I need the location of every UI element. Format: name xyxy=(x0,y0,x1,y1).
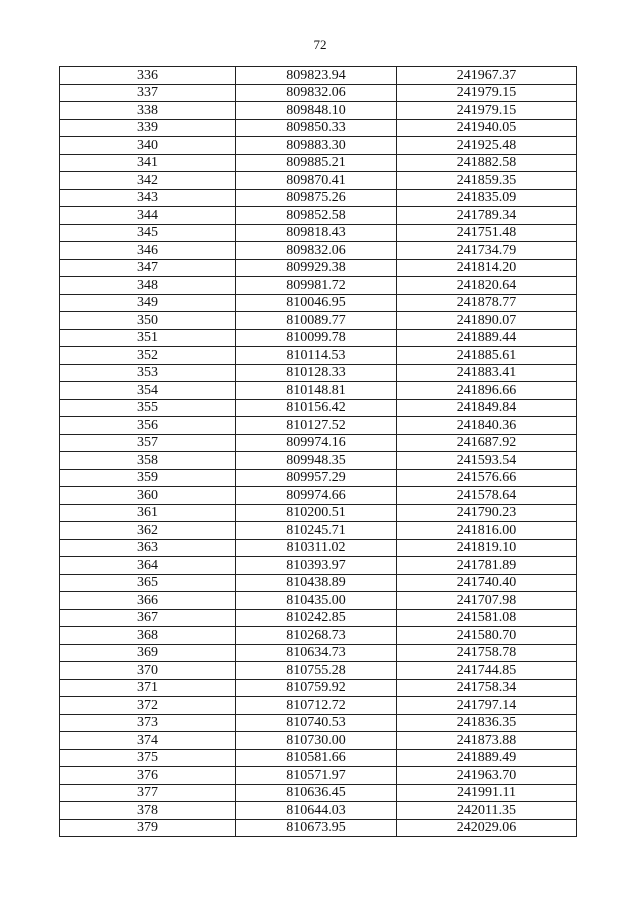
x-coordinate-cell: 810114.53 xyxy=(236,347,397,365)
x-coordinate-cell: 809823.94 xyxy=(236,67,397,85)
x-coordinate-cell: 809974.16 xyxy=(236,434,397,452)
point-number-cell: 345 xyxy=(60,224,236,242)
point-number-cell: 373 xyxy=(60,714,236,732)
point-number-cell: 364 xyxy=(60,557,236,575)
y-coordinate-cell: 241890.07 xyxy=(397,312,577,330)
y-coordinate-cell: 241885.61 xyxy=(397,347,577,365)
x-coordinate-cell: 810127.52 xyxy=(236,417,397,435)
x-coordinate-cell: 809883.30 xyxy=(236,137,397,155)
y-coordinate-cell: 241820.64 xyxy=(397,277,577,295)
table-row xyxy=(60,679,577,697)
point-number-cell: 377 xyxy=(60,784,236,802)
x-coordinate-cell: 810673.95 xyxy=(236,819,397,837)
point-number-cell: 350 xyxy=(60,312,236,330)
y-coordinate-cell: 241781.89 xyxy=(397,557,577,575)
x-coordinate-cell: 809981.72 xyxy=(236,277,397,295)
table-row xyxy=(60,539,577,557)
y-coordinate-cell: 241816.00 xyxy=(397,522,577,540)
y-coordinate-cell: 241814.20 xyxy=(397,259,577,277)
table-row xyxy=(60,137,577,155)
y-coordinate-cell: 241849.84 xyxy=(397,399,577,417)
y-coordinate-cell: 242011.35 xyxy=(397,802,577,820)
x-coordinate-cell: 810148.81 xyxy=(236,382,397,400)
y-coordinate-cell: 241593.54 xyxy=(397,452,577,470)
point-number-cell: 375 xyxy=(60,749,236,767)
x-coordinate-cell: 809875.26 xyxy=(236,189,397,207)
x-coordinate-cell: 810311.02 xyxy=(236,539,397,557)
point-number-cell: 365 xyxy=(60,574,236,592)
table-row xyxy=(60,224,577,242)
table-row xyxy=(60,784,577,802)
table-row xyxy=(60,574,577,592)
table-row xyxy=(60,172,577,190)
point-number-cell: 361 xyxy=(60,504,236,522)
y-coordinate-cell: 241835.09 xyxy=(397,189,577,207)
table-row xyxy=(60,259,577,277)
point-number-cell: 360 xyxy=(60,487,236,505)
y-coordinate-cell: 241819.10 xyxy=(397,539,577,557)
y-coordinate-cell: 241687.92 xyxy=(397,434,577,452)
x-coordinate-cell: 809850.33 xyxy=(236,119,397,137)
x-coordinate-cell: 810581.66 xyxy=(236,749,397,767)
table-row xyxy=(60,662,577,680)
table-row xyxy=(60,119,577,137)
table-row xyxy=(60,749,577,767)
table-row xyxy=(60,294,577,312)
y-coordinate-cell: 241967.37 xyxy=(397,67,577,85)
table-row xyxy=(60,67,577,85)
point-number-cell: 358 xyxy=(60,452,236,470)
y-coordinate-cell: 241758.78 xyxy=(397,644,577,662)
table-row xyxy=(60,522,577,540)
point-number-cell: 379 xyxy=(60,819,236,837)
y-coordinate-cell: 241740.40 xyxy=(397,574,577,592)
x-coordinate-cell: 810636.45 xyxy=(236,784,397,802)
table-row xyxy=(60,644,577,662)
table-row xyxy=(60,767,577,785)
point-number-cell: 351 xyxy=(60,329,236,347)
point-number-cell: 338 xyxy=(60,102,236,120)
table-row xyxy=(60,714,577,732)
x-coordinate-cell: 809818.43 xyxy=(236,224,397,242)
x-coordinate-cell: 809852.58 xyxy=(236,207,397,225)
x-coordinate-cell: 810242.85 xyxy=(236,609,397,627)
y-coordinate-cell: 241576.66 xyxy=(397,469,577,487)
y-coordinate-cell: 241789.34 xyxy=(397,207,577,225)
x-coordinate-cell: 810156.42 xyxy=(236,399,397,417)
table-row xyxy=(60,627,577,645)
point-number-cell: 372 xyxy=(60,697,236,715)
table-row xyxy=(60,329,577,347)
table-row xyxy=(60,364,577,382)
y-coordinate-cell: 241979.15 xyxy=(397,84,577,102)
x-coordinate-cell: 810393.97 xyxy=(236,557,397,575)
point-number-cell: 336 xyxy=(60,67,236,85)
y-coordinate-cell: 241889.49 xyxy=(397,749,577,767)
point-number-cell: 347 xyxy=(60,259,236,277)
y-coordinate-cell: 241859.35 xyxy=(397,172,577,190)
point-number-cell: 363 xyxy=(60,539,236,557)
y-coordinate-cell: 241882.58 xyxy=(397,154,577,172)
point-number-cell: 352 xyxy=(60,347,236,365)
x-coordinate-cell: 810730.00 xyxy=(236,732,397,750)
table-row xyxy=(60,557,577,575)
point-number-cell: 368 xyxy=(60,627,236,645)
table-row xyxy=(60,312,577,330)
y-coordinate-cell: 241991.11 xyxy=(397,784,577,802)
x-coordinate-cell: 810268.73 xyxy=(236,627,397,645)
point-number-cell: 367 xyxy=(60,609,236,627)
page-number: 72 xyxy=(313,37,327,52)
y-coordinate-cell: 241878.77 xyxy=(397,294,577,312)
point-number-cell: 356 xyxy=(60,417,236,435)
table-row xyxy=(60,242,577,260)
x-coordinate-cell: 810740.53 xyxy=(236,714,397,732)
y-coordinate-cell: 241836.35 xyxy=(397,714,577,732)
point-number-cell: 342 xyxy=(60,172,236,190)
point-number-cell: 343 xyxy=(60,189,236,207)
y-coordinate-cell: 241578.64 xyxy=(397,487,577,505)
x-coordinate-cell: 810046.95 xyxy=(236,294,397,312)
point-number-cell: 362 xyxy=(60,522,236,540)
x-coordinate-cell: 810128.33 xyxy=(236,364,397,382)
table-row xyxy=(60,417,577,435)
point-number-cell: 359 xyxy=(60,469,236,487)
point-number-cell: 348 xyxy=(60,277,236,295)
point-number-cell: 344 xyxy=(60,207,236,225)
point-number-cell: 339 xyxy=(60,119,236,137)
y-coordinate-cell: 241744.85 xyxy=(397,662,577,680)
x-coordinate-cell: 809885.21 xyxy=(236,154,397,172)
x-coordinate-cell: 809957.29 xyxy=(236,469,397,487)
x-coordinate-cell: 810435.00 xyxy=(236,592,397,610)
table-row xyxy=(60,697,577,715)
y-coordinate-cell: 241940.05 xyxy=(397,119,577,137)
point-number-cell: 355 xyxy=(60,399,236,417)
point-number-cell: 376 xyxy=(60,767,236,785)
y-coordinate-cell: 241925.48 xyxy=(397,137,577,155)
point-number-cell: 349 xyxy=(60,294,236,312)
coordinates-table-body xyxy=(60,67,577,837)
table-row xyxy=(60,154,577,172)
x-coordinate-cell: 810089.77 xyxy=(236,312,397,330)
table-row xyxy=(60,434,577,452)
table-row xyxy=(60,819,577,837)
y-coordinate-cell: 241734.79 xyxy=(397,242,577,260)
point-number-cell: 341 xyxy=(60,154,236,172)
x-coordinate-cell: 810438.89 xyxy=(236,574,397,592)
point-number-cell: 374 xyxy=(60,732,236,750)
table-row xyxy=(60,452,577,470)
table-row xyxy=(60,609,577,627)
x-coordinate-cell: 809848.10 xyxy=(236,102,397,120)
y-coordinate-cell: 241979.15 xyxy=(397,102,577,120)
y-coordinate-cell: 241707.98 xyxy=(397,592,577,610)
y-coordinate-cell: 241790.23 xyxy=(397,504,577,522)
x-coordinate-cell: 809832.06 xyxy=(236,84,397,102)
table-row xyxy=(60,189,577,207)
table-row xyxy=(60,504,577,522)
x-coordinate-cell: 810571.97 xyxy=(236,767,397,785)
x-coordinate-cell: 810712.72 xyxy=(236,697,397,715)
table-row xyxy=(60,102,577,120)
y-coordinate-cell: 241963.70 xyxy=(397,767,577,785)
table-row xyxy=(60,84,577,102)
table-row xyxy=(60,732,577,750)
x-coordinate-cell: 810200.51 xyxy=(236,504,397,522)
y-coordinate-cell: 241889.44 xyxy=(397,329,577,347)
x-coordinate-cell: 810759.92 xyxy=(236,679,397,697)
coordinates-table xyxy=(59,66,577,837)
point-number-cell: 354 xyxy=(60,382,236,400)
point-number-cell: 369 xyxy=(60,644,236,662)
y-coordinate-cell: 241797.14 xyxy=(397,697,577,715)
table-row xyxy=(60,277,577,295)
table-row xyxy=(60,347,577,365)
point-number-cell: 371 xyxy=(60,679,236,697)
table-row xyxy=(60,399,577,417)
table-row xyxy=(60,592,577,610)
y-coordinate-cell: 241581.08 xyxy=(397,609,577,627)
x-coordinate-cell: 810245.71 xyxy=(236,522,397,540)
y-coordinate-cell: 241751.48 xyxy=(397,224,577,242)
table-row xyxy=(60,802,577,820)
x-coordinate-cell: 810634.73 xyxy=(236,644,397,662)
y-coordinate-cell: 241883.41 xyxy=(397,364,577,382)
x-coordinate-cell: 810644.03 xyxy=(236,802,397,820)
point-number-cell: 370 xyxy=(60,662,236,680)
x-coordinate-cell: 809948.35 xyxy=(236,452,397,470)
y-coordinate-cell: 241840.36 xyxy=(397,417,577,435)
point-number-cell: 366 xyxy=(60,592,236,610)
y-coordinate-cell: 241873.88 xyxy=(397,732,577,750)
y-coordinate-cell: 242029.06 xyxy=(397,819,577,837)
table-row xyxy=(60,487,577,505)
table-row xyxy=(60,469,577,487)
point-number-cell: 357 xyxy=(60,434,236,452)
x-coordinate-cell: 810755.28 xyxy=(236,662,397,680)
x-coordinate-cell: 809929.38 xyxy=(236,259,397,277)
x-coordinate-cell: 810099.78 xyxy=(236,329,397,347)
x-coordinate-cell: 809974.66 xyxy=(236,487,397,505)
x-coordinate-cell: 809832.06 xyxy=(236,242,397,260)
table-row xyxy=(60,382,577,400)
point-number-cell: 340 xyxy=(60,137,236,155)
point-number-cell: 346 xyxy=(60,242,236,260)
y-coordinate-cell: 241580.70 xyxy=(397,627,577,645)
table-row xyxy=(60,207,577,225)
point-number-cell: 337 xyxy=(60,84,236,102)
y-coordinate-cell: 241758.34 xyxy=(397,679,577,697)
point-number-cell: 353 xyxy=(60,364,236,382)
y-coordinate-cell: 241896.66 xyxy=(397,382,577,400)
x-coordinate-cell: 809870.41 xyxy=(236,172,397,190)
point-number-cell: 378 xyxy=(60,802,236,820)
